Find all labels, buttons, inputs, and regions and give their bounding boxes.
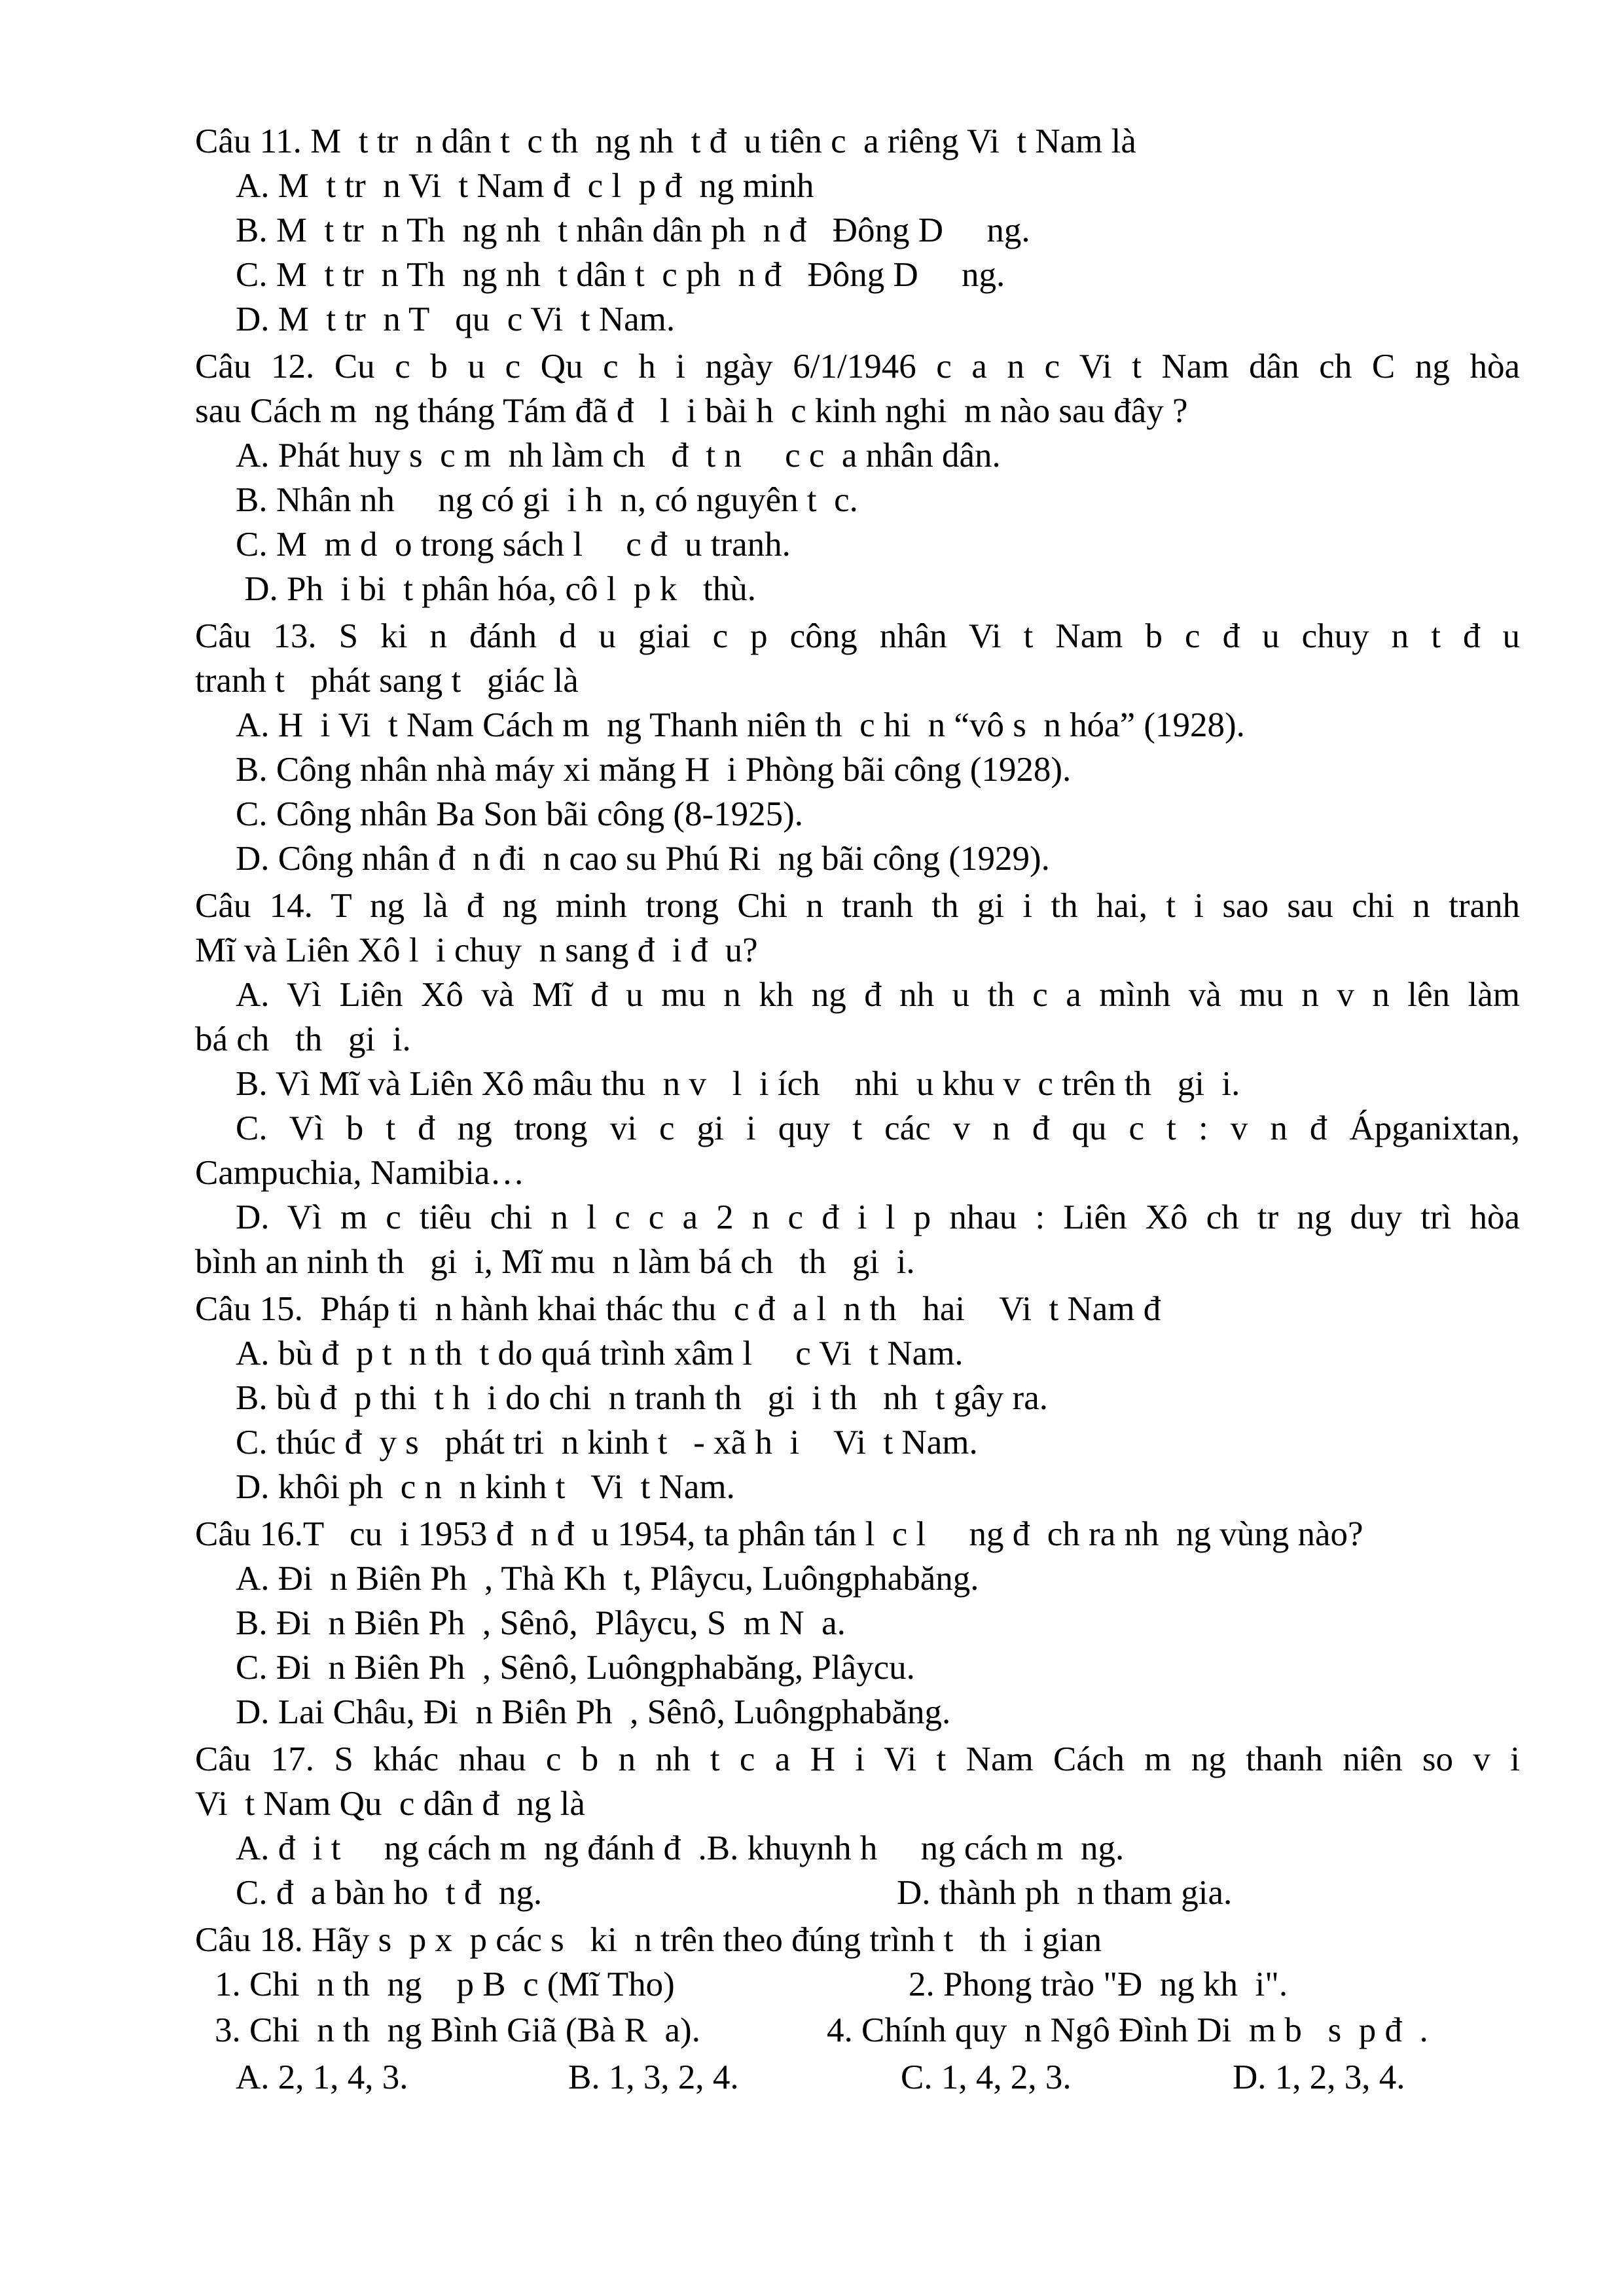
question-block bbox=[195, 1918, 1520, 2101]
question-block bbox=[195, 119, 1520, 342]
answer-option: A. Đi n Biên Ph , Thà Kh t, Plâycu, Luôngphabăng. bbox=[236, 1560, 979, 1598]
answer-row bbox=[195, 1962, 1520, 2007]
answer-option: D. khôi ph c n n kinh t Vi t Nam. bbox=[236, 1468, 735, 1506]
answer-option: D. Ph i bi t phân hóa, cô l p k thù. bbox=[236, 570, 756, 608]
answer-row bbox=[195, 2054, 1520, 2101]
answer-option: C. đ a bàn ho t đ ng. bbox=[236, 1874, 543, 1912]
answer-option: C. thúc đ y s phát tri n kinh t - xã h i Vi t Nam. bbox=[236, 1424, 978, 1462]
answer-option: B. M t tr n Th ng nh t nhân dân ph n đ Đông D ng. bbox=[236, 211, 1030, 249]
question-stem-line: Câu 17. S khác nhau c b n nh t c a H i Vi t Nam Cách m ng thanh niên so v i bbox=[195, 1740, 1520, 1778]
answer-row bbox=[195, 1871, 1520, 1915]
question-block bbox=[195, 344, 1520, 611]
answer-option: D. thành ph n tham gia. bbox=[897, 1874, 1233, 1912]
answer-option: C. Vì b t đ ng trong vi c gi i quy t các v n đ qu c t : v n đ Ápganixtan, bbox=[236, 1109, 1520, 1147]
question-stem-line: Vi t Nam Qu c dân đ ng là bbox=[195, 1785, 585, 1823]
answer-option: A. Phát huy s c m nh làm ch đ t n c c a nhân dân. bbox=[236, 437, 1001, 475]
answer-option: C. Đi n Biên Ph , Sênô, Luôngphabăng, Plâycu. bbox=[236, 1649, 915, 1687]
question-stem-line: Câu 16.T cu i 1953 đ n đ u 1954, ta phân tán l c l ng đ ch ra nh ng vùng nào? bbox=[195, 1515, 1363, 1553]
answer-option: B. 1, 3, 2, 4. bbox=[568, 2058, 739, 2096]
question-stem-line: Câu 14. T ng là đ ng minh trong Chi n tranh th gi i th hai, t i sao sau chi n tranh bbox=[195, 887, 1520, 925]
answer-option: A. Vì Liên Xô và Mĩ đ u mu n kh ng đ nh u th c a mình và mu n v n lên làm bbox=[236, 976, 1520, 1014]
answer-option: B. bù đ p thi t h i do chi n tranh th gi i th nh t gây ra. bbox=[236, 1379, 1048, 1417]
exam-page bbox=[195, 117, 1520, 2101]
answer-option: D. Lai Châu, Đi n Biên Ph , Sênô, Luôngphabăng. bbox=[236, 1693, 951, 1731]
question-block bbox=[195, 614, 1520, 881]
question-stem-line: sau Cách m ng tháng Tám đã đ l i bài h c kinh nghi m nào sau đây ? bbox=[195, 392, 1188, 430]
answer-option: A. bù đ p t n th t do quá trình xâm l c Vi t Nam. bbox=[236, 1335, 964, 1372]
answer-option: 2. Phong trào "Đ ng kh i". bbox=[909, 1965, 1288, 2003]
question-block bbox=[195, 884, 1520, 1284]
question-stem-line: Câu 12. Cu c b u c Qu c h i ngày 6/1/1946 c a n c Vi t Nam dân ch C ng hòa bbox=[195, 348, 1520, 386]
answer-option: bá ch th gi i. bbox=[195, 1020, 411, 1058]
answer-option: B. Đi n Biên Ph , Sênô, Plâycu, S m N a. bbox=[236, 1604, 846, 1642]
answer-option: A. 2, 1, 4, 3. bbox=[236, 2058, 408, 2096]
question-stem-line: Câu 13. S ki n đánh d u giai c p công nhân Vi t Nam b c đ u chuy n t đ u bbox=[195, 617, 1520, 655]
answer-option: 3. Chi n th ng Bình Giã (Bà R a). bbox=[215, 2011, 700, 2049]
question-block bbox=[195, 1287, 1520, 1509]
answer-option: A. đ i t ng cách m ng đánh đ .B. khuynh h ng cách m ng. bbox=[236, 1829, 1125, 1867]
question-stem-line: Câu 15. Pháp ti n hành khai thác thu c đ a l n th hai Vi t Nam đ bbox=[195, 1290, 1161, 1328]
answer-option: B. Nhân nh ng có gi i h n, có nguyên t c. bbox=[236, 481, 858, 519]
question-stem-line: tranh t phát sang t giác là bbox=[195, 662, 579, 700]
answer-option: D. Công nhân đ n đi n cao su Phú Ri ng bãi công (1929). bbox=[236, 840, 1050, 878]
answer-option: A. H i Vi t Nam Cách m ng Thanh niên th c hi n “vô s n hóa” (1928). bbox=[236, 706, 1245, 744]
answer-option: B. Công nhân nhà máy xi măng H i Phòng bãi công (1928). bbox=[236, 751, 1072, 789]
answer-option: C. Công nhân Ba Son bãi công (8-1925). bbox=[236, 795, 804, 833]
answer-option: 1. Chi n th ng p B c (Mĩ Tho) bbox=[215, 1965, 675, 2003]
answer-option: A. M t tr n Vi t Nam đ c l p đ ng minh bbox=[236, 167, 814, 205]
answer-option: C. 1, 4, 2, 3. bbox=[901, 2058, 1072, 2096]
answer-option: D. 1, 2, 3, 4. bbox=[1233, 2058, 1405, 2096]
answer-row bbox=[195, 1826, 1520, 1871]
question-stem-line: Câu 18. Hãy s p x p các s ki n trên theo đúng trình t th i gian bbox=[195, 1921, 1102, 1959]
question-stem-line: Mĩ và Liên Xô l i chuy n sang đ i đ u? bbox=[195, 931, 758, 969]
answer-option: C. M m d o trong sách l c đ u tranh. bbox=[236, 526, 791, 564]
question-stem-line: Câu 11. M t tr n dân t c th ng nh t đ u tiên c a riêng Vi t Nam là bbox=[195, 122, 1136, 160]
answer-option: bình an ninh th gi i, Mĩ mu n làm bá ch th gi i. bbox=[195, 1243, 915, 1281]
answer-option: D. M t tr n T qu c Vi t Nam. bbox=[236, 300, 676, 338]
question-block bbox=[195, 1512, 1520, 1734]
answer-option: Campuchia, Namibia… bbox=[195, 1154, 525, 1192]
answer-option: 4. Chính quy n Ngô Đình Di m b s p đ . bbox=[827, 2011, 1428, 2049]
answer-option: B. Vì Mĩ và Liên Xô mâu thu n v l i ích nhi u khu v c trên th gi i. bbox=[236, 1065, 1240, 1103]
answer-row bbox=[195, 2007, 1520, 2054]
answer-option: D. Vì m c tiêu chi n l c c a 2 n c đ i l p nhau : Liên Xô ch tr ng duy trì hòa bbox=[236, 1198, 1520, 1236]
question-block bbox=[195, 1737, 1520, 1915]
answer-option: C. M t tr n Th ng nh t dân t c ph n đ Đông D ng. bbox=[236, 256, 1005, 294]
